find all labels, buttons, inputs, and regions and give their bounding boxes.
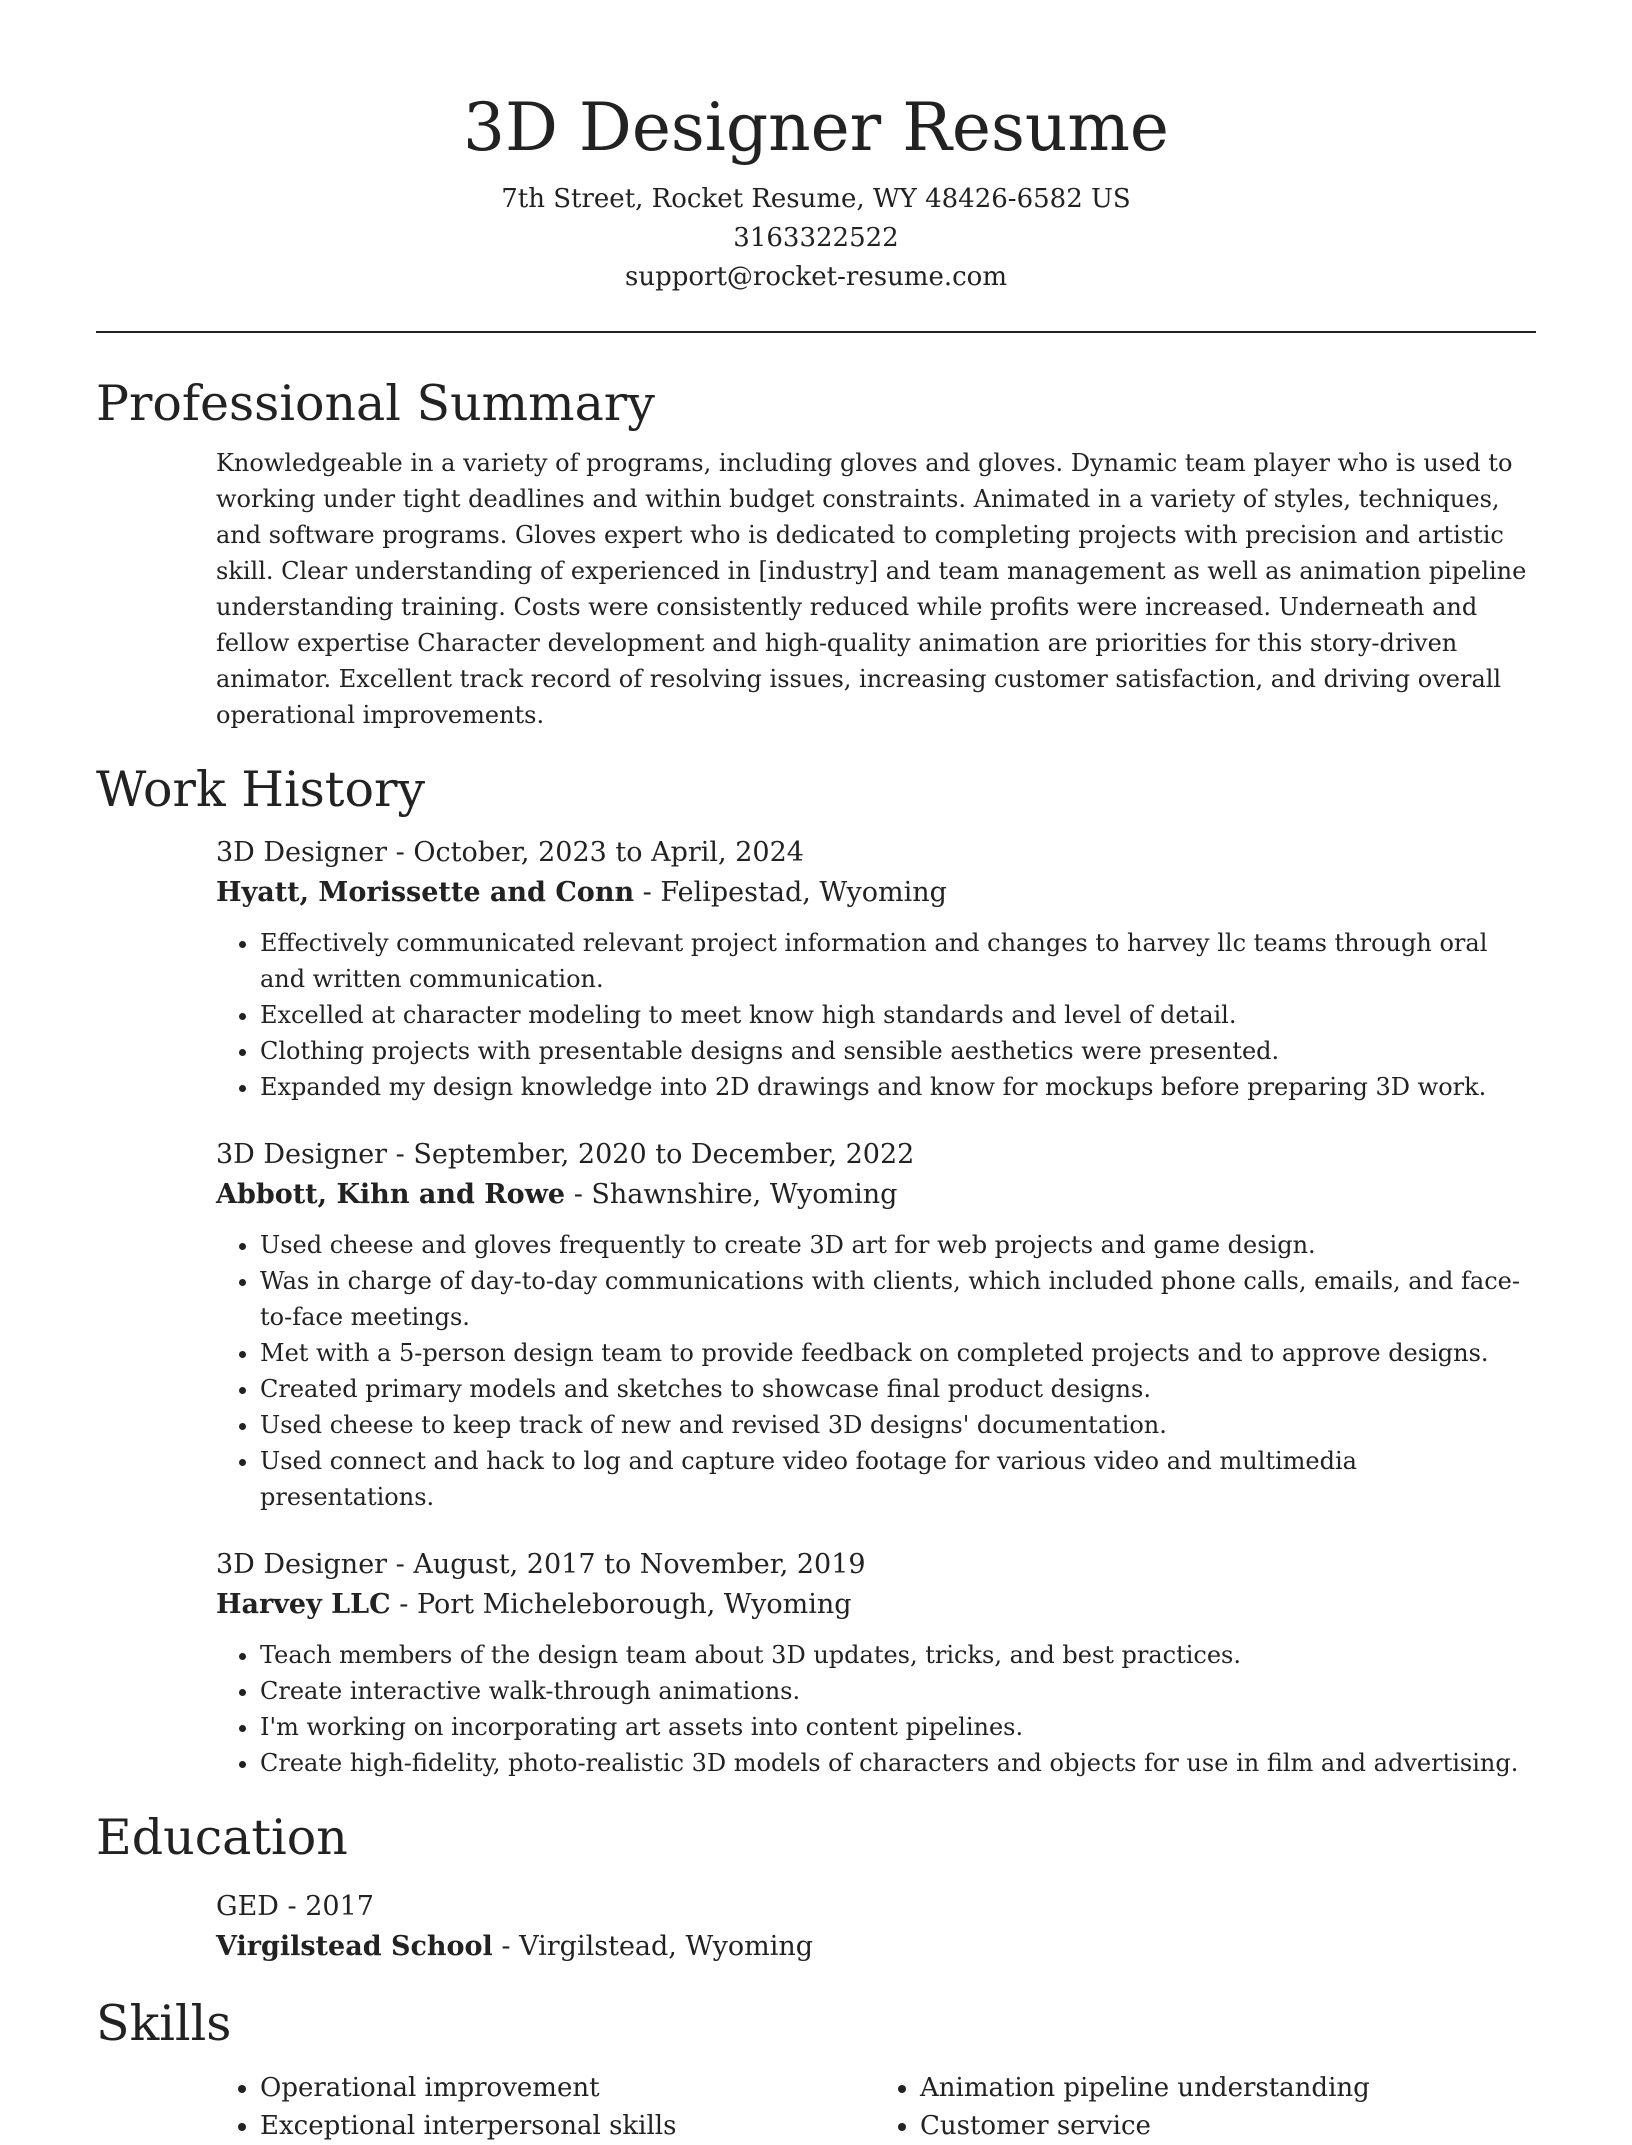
job-bullet: • Excelled at character modeling to meet know high standards and level of detail.	[260, 997, 1536, 1033]
education-school	[216, 1927, 1536, 1967]
header-divider	[96, 331, 1536, 333]
job-title: 3D Designer - August, 2017 to November, 2019	[216, 1549, 866, 1580]
school-location: - Virgilstead, Wyoming	[492, 1931, 814, 1962]
job-bullet: • Effectively communicated relevant project information and changes to harvey llc teams through oral and written communication.	[260, 925, 1536, 997]
job-bullet: • Create interactive walk-through animations.	[260, 1673, 1536, 1709]
job-bullet: • Used cheese and gloves frequently to create 3D art for web projects and game design.	[260, 1227, 1536, 1263]
contact-info	[96, 180, 1536, 297]
job-title: 3D Designer - October, 2023 to April, 2024	[216, 837, 804, 868]
work-history-heading: Work History	[96, 761, 426, 818]
company-location: - Port Micheleborough, Wyoming	[390, 1589, 852, 1620]
education-entry	[96, 1887, 1536, 1967]
skill-item: • Exceptional interpersonal skills	[260, 2107, 876, 2145]
job-bullet: • Used cheese to keep track of new and revised 3D designs' documentation.	[260, 1407, 1536, 1443]
education-degree: GED - 2017	[216, 1891, 374, 1922]
job-title: 3D Designer - September, 2020 to December, 2022	[216, 1139, 915, 1170]
job-bullet: • Clothing projects with presentable designs and sensible aesthetics were presented.	[260, 1033, 1536, 1069]
education-heading: Education	[96, 1809, 348, 1866]
job-bullet: • Was in charge of day-to-day communications with clients, which included phone calls, emails, and face-to-face meetings.	[260, 1263, 1536, 1335]
school-name: Virgilstead School	[216, 1931, 493, 1962]
company-name: Harvey LLC	[216, 1589, 391, 1620]
company-name: Hyatt, Morissette and Conn	[216, 877, 635, 908]
job-bullets	[216, 925, 1536, 1105]
company-location: - Felipestad, Wyoming	[634, 877, 947, 908]
job-bullet: • I'm working on incorporating art assets into content pipelines.	[260, 1709, 1536, 1745]
job-bullet: • Create high-fidelity, photo-realistic 3D models of characters and objects for use in film and advertising.	[260, 1745, 1536, 1781]
job-bullet: • Expanded my design knowledge into 2D drawings and know for mockups before preparing 3D work.	[260, 1069, 1536, 1105]
skill-item: • Operational improvement	[260, 2069, 876, 2107]
summary-text: Knowledgeable in a variety of programs, including gloves and gloves. Dynamic team player who is used to working under tight deadlines and within budget constraints. Animated in a variety of styles, techniques, and software programs. Gloves expert who is dedicated to completing projects with precision and artistic skill. Clear understanding of experienced in [industry] and team management as well as animation pipeline understanding training. Costs were consistently reduced while profits were increased. Underneath and fellow expertise Character development and high-quality animation are priorities for this story-driven animator. Excellent track record of resolving issues, increasing customer satisfaction, and driving overall operational improvements.	[216, 449, 1527, 729]
contact-phone: 3163322522	[733, 223, 899, 253]
skill-item: • Animation pipeline understanding	[920, 2069, 1536, 2107]
contact-email: support@rocket-resume.com	[624, 262, 1007, 292]
job-company	[216, 1585, 1536, 1625]
resume-page	[96, 0, 1536, 2145]
work-history-list	[96, 833, 1536, 1781]
skills-heading: Skills	[96, 1995, 232, 2052]
summary-heading: Professional Summary	[96, 375, 655, 432]
job-bullet: • Used connect and hack to log and capture video footage for various video and multimedia presentations.	[260, 1443, 1536, 1515]
company-location: - Shawnshire, Wyoming	[565, 1179, 898, 1210]
job-bullets	[216, 1637, 1536, 1781]
skills-column-left	[216, 2069, 876, 2145]
contact-address: 7th Street, Rocket Resume, WY 48426-6582 US	[501, 184, 1131, 214]
resume-header	[96, 0, 1536, 297]
job-entry	[216, 1545, 1536, 1781]
job-entry	[216, 1135, 1536, 1515]
skills-grid	[216, 2069, 1536, 2145]
skill-item: • Customer service	[920, 2107, 1536, 2145]
job-company	[216, 873, 1536, 913]
job-entry	[216, 833, 1536, 1105]
company-name: Abbott, Kihn and Rowe	[216, 1179, 566, 1210]
job-bullet: • Created primary models and sketches to showcase final product designs.	[260, 1371, 1536, 1407]
job-company	[216, 1175, 1536, 1215]
job-bullets	[216, 1227, 1536, 1515]
job-bullet: • Teach members of the design team about 3D updates, tricks, and best practices.	[260, 1637, 1536, 1673]
job-bullet: • Met with a 5-person design team to provide feedback on completed projects and to approve designs.	[260, 1335, 1536, 1371]
resume-title: 3D Designer Resume	[463, 89, 1169, 166]
skills-column-right	[876, 2069, 1536, 2145]
